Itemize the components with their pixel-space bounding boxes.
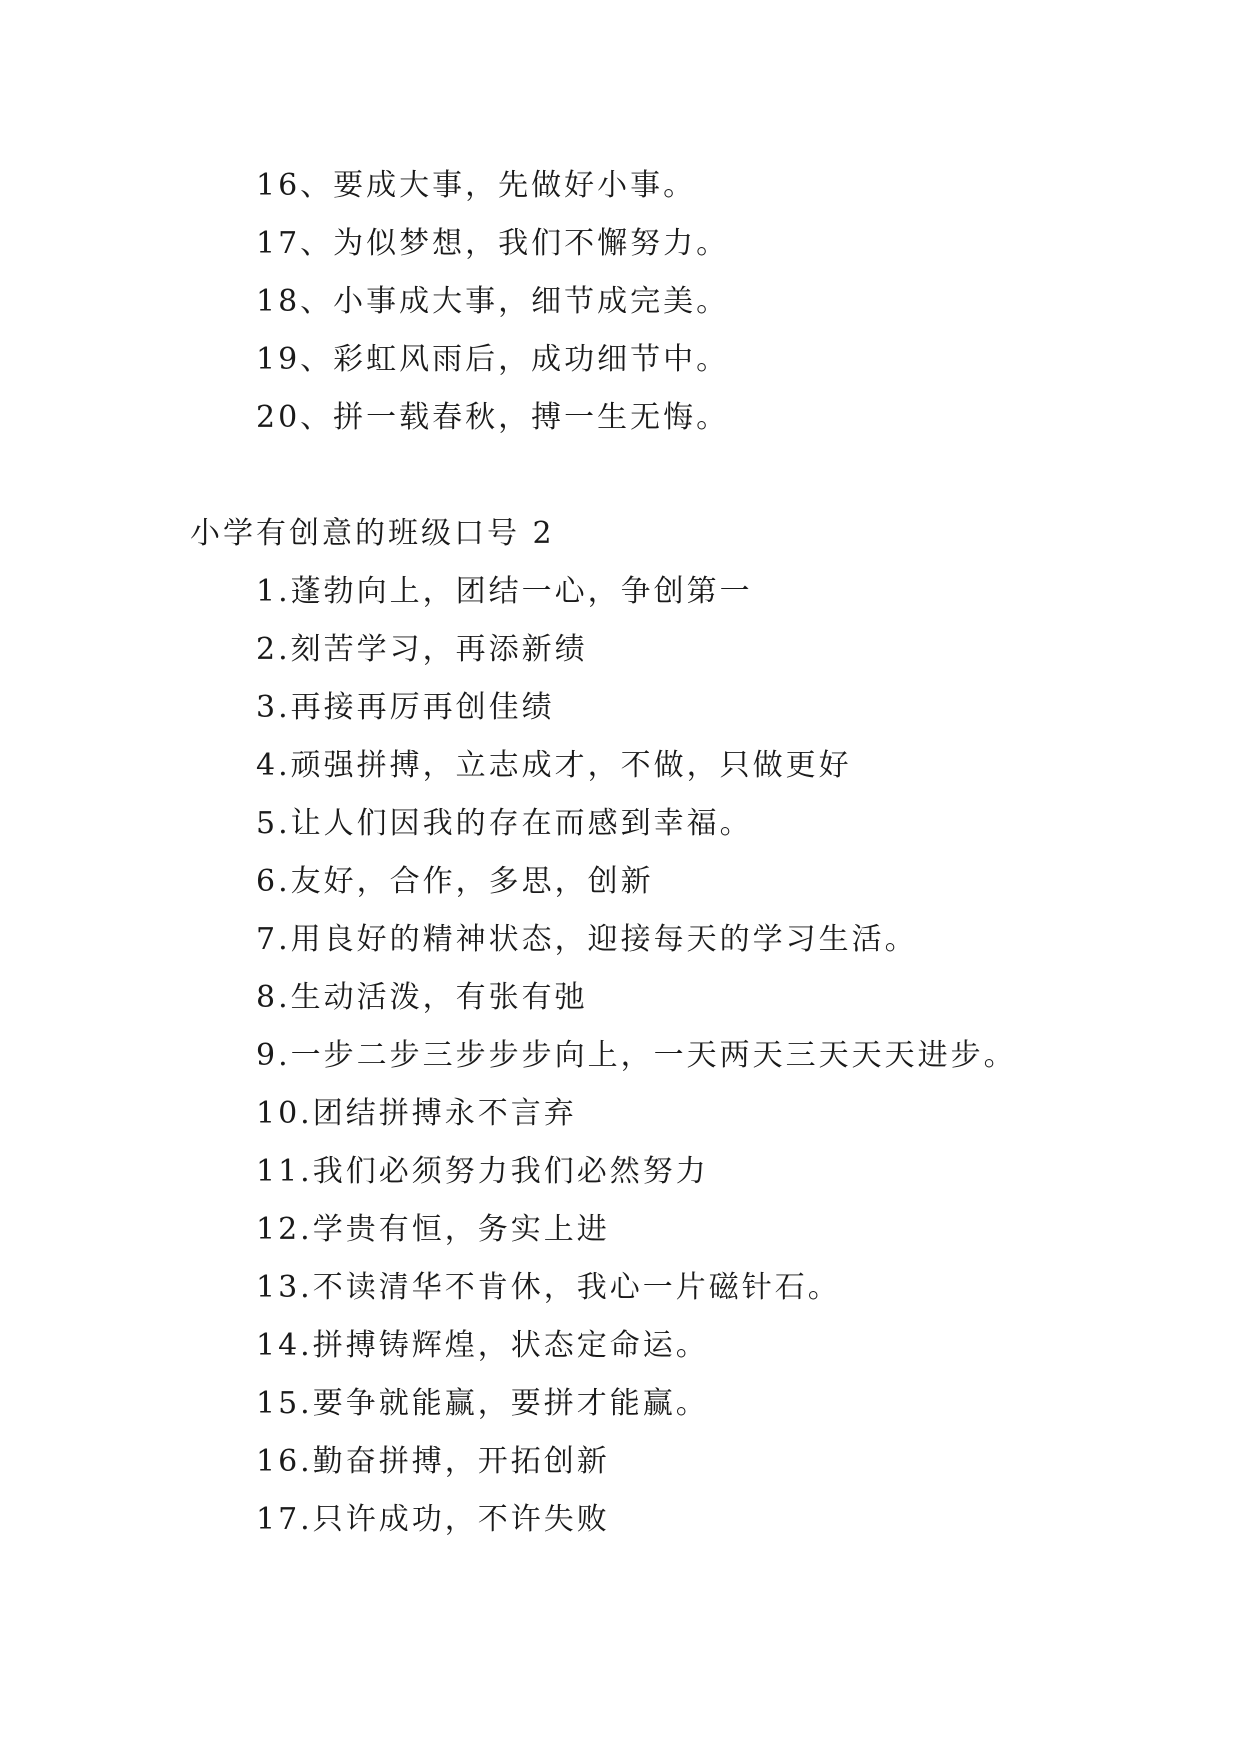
list-item: 1.蓬勃向上，团结一心，争创第一	[256, 574, 753, 609]
list-item: 19、彩虹风雨后，成功细节中。	[256, 342, 730, 377]
list-item: 6.友好，合作，多思，创新	[256, 864, 654, 899]
list-item: 10.团结拼搏永不言弃	[256, 1096, 577, 1131]
list-item: 15.要争就能赢，要拼才能赢。	[256, 1386, 709, 1421]
list-item: 17.只许成功，不许失败	[256, 1502, 610, 1537]
list-item: 20、拼一载春秋，搏一生无悔。	[256, 400, 730, 435]
list-item: 4.顽强拼搏，立志成才，不做，只做更好	[256, 748, 852, 783]
list-item: 7.用良好的精神状态，迎接每天的学习生活。	[256, 922, 918, 957]
list-item: 16.勤奋拼搏，开拓创新	[256, 1444, 610, 1479]
list-item: 11.我们必须努力我们必然努力	[256, 1154, 709, 1189]
list-item: 17、为似梦想，我们不懈努力。	[256, 226, 730, 261]
list-item: 18、小事成大事，细节成完美。	[256, 284, 730, 319]
list-item: 13.不读清华不肯休，我心一片磁针石。	[256, 1270, 841, 1305]
list-item: 12.学贵有恒，务实上进	[256, 1212, 610, 1247]
list-item: 16、要成大事，先做好小事。	[256, 168, 697, 203]
list-item: 5.让人们因我的存在而感到幸福。	[256, 806, 753, 841]
list-item: 8.生动活泼，有张有弛	[256, 980, 588, 1015]
list-item: 14.拼搏铸辉煌，状态定命运。	[256, 1328, 709, 1363]
list-item: 9.一步二步三步步步向上，一天两天三天天天进步。	[256, 1038, 1017, 1073]
section-heading: 小学有创意的班级口号 2	[190, 516, 555, 551]
list-item: 2.刻苦学习，再添新绩	[256, 632, 588, 667]
list-item: 3.再接再厉再创佳绩	[256, 690, 555, 725]
